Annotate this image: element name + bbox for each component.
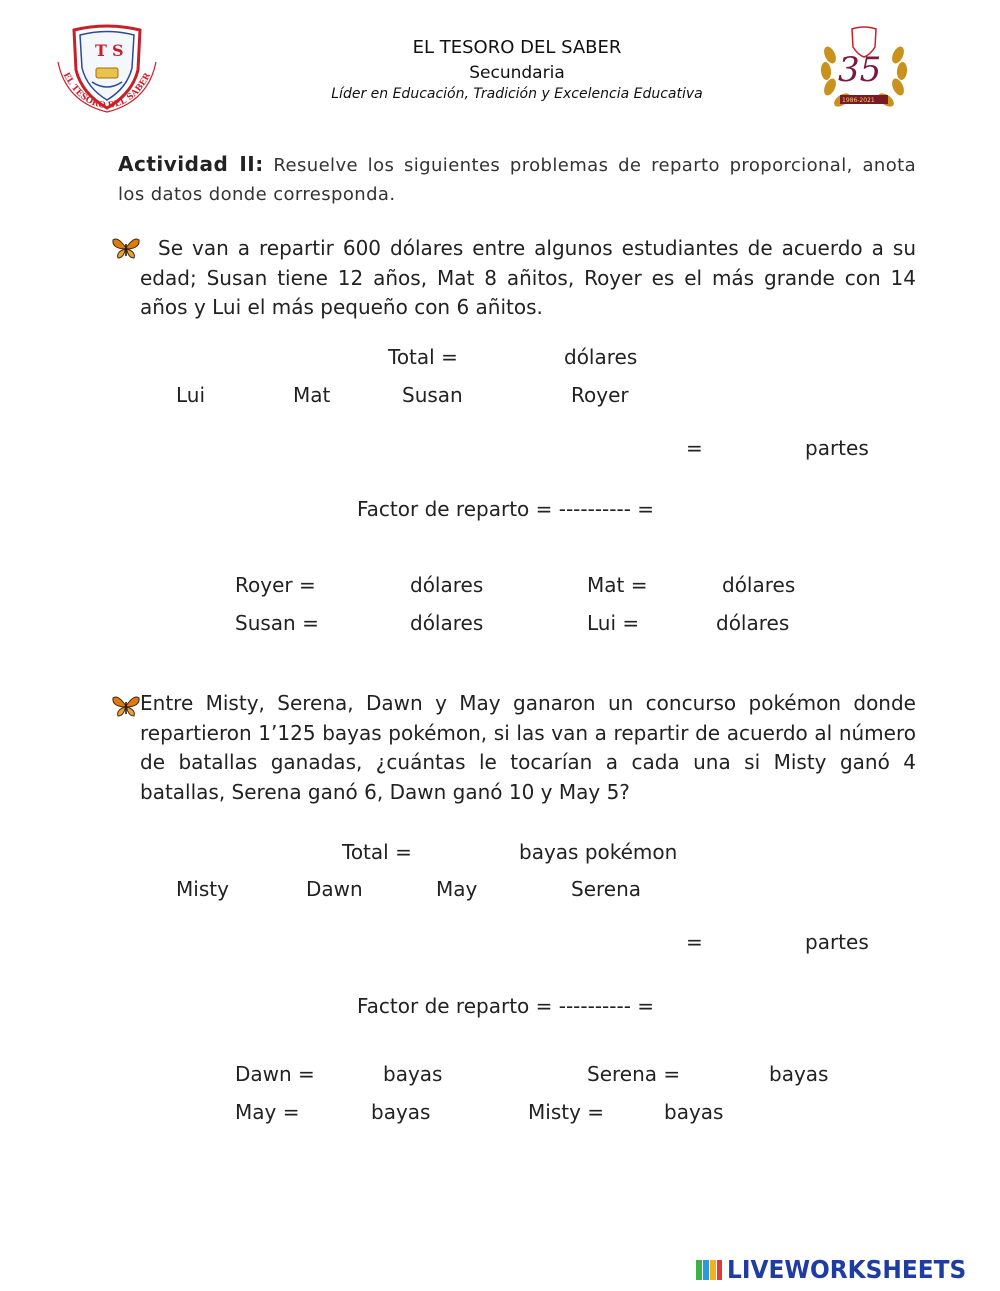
school-name: EL TESORO DEL SABER: [412, 37, 622, 58]
butterfly-bullet-icon: [112, 694, 140, 718]
liveworksheets-brand[interactable]: [695, 1255, 995, 1285]
p1-factor: Factor de reparto = ---------- =: [357, 497, 655, 521]
p2-total-label: Total =: [342, 840, 412, 864]
p2-name-misty: Misty: [176, 877, 229, 901]
p1-result-mat-unit: dólares: [722, 573, 796, 597]
p2-result-dawn-label: Dawn =: [235, 1062, 315, 1086]
butterfly-bullet-icon: [112, 236, 140, 260]
p1-result-mat-label: Mat =: [587, 573, 648, 597]
liveworksheets-wordmark: LIVEWORKSHEETS: [727, 1255, 967, 1284]
p1-result-susan-label: Susan =: [235, 611, 319, 635]
anniversary-number: 35: [838, 50, 882, 90]
p2-result-may-label: May =: [235, 1100, 300, 1124]
school-slogan: Líder en Educación, Tradición y Excelencia Educativa: [331, 86, 703, 102]
p2-total-unit: bayas pokémon: [519, 840, 678, 864]
p2-result-may-unit: bayas: [371, 1100, 431, 1124]
p1-parts-label: partes: [805, 436, 869, 460]
activity-label: Actividad II:: [118, 152, 264, 176]
p2-name-dawn: Dawn: [306, 877, 363, 901]
p1-result-lui-unit: dólares: [716, 611, 790, 635]
svg-text:1986-2021: 1986-2021: [842, 97, 875, 104]
p1-total-label: Total =: [388, 345, 458, 369]
p1-result-royer-label: Royer =: [235, 573, 316, 597]
p1-result-susan-unit: dólares: [410, 611, 484, 635]
p1-name-susan: Susan: [402, 383, 463, 407]
p1-result-royer-unit: dólares: [410, 573, 484, 597]
p1-total-unit: dólares: [564, 345, 638, 369]
p2-result-dawn-unit: bayas: [383, 1062, 443, 1086]
p1-result-lui-label: Lui =: [587, 611, 640, 635]
problem-2-statement: Entre Misty, Serena, Dawn y May ganaron un concurso pokémon donde repartieron 1’125 bayas pokémon, si las van a repartir de acuerdo al número de batallas ganadas, ¿cuántas le tocarían a cada una si Misty ganó 4 batallas, Serena ganó 6, Dawn ganó 10 y May 5?: [140, 691, 916, 804]
p2-result-serena-label: Serena =: [587, 1062, 681, 1086]
p2-parts-label: partes: [805, 930, 869, 954]
p1-sum-equals: =: [686, 436, 703, 460]
p1-name-mat: Mat: [293, 383, 331, 407]
crest-letter-s: S: [112, 41, 124, 60]
school-level: Secundaria: [469, 63, 565, 83]
p2-sum-equals: =: [686, 930, 703, 954]
p2-result-serena-unit: bayas: [769, 1062, 829, 1086]
p2-factor: Factor de reparto = ---------- =: [357, 994, 655, 1018]
p1-name-royer: Royer: [571, 383, 629, 407]
p2-result-misty-unit: bayas: [664, 1100, 724, 1124]
p2-name-serena: Serena: [571, 877, 642, 901]
activity-text: Resuelve los siguientes problemas de reparto proporcional, anota los datos donde corresponda.: [118, 155, 917, 205]
liveworksheets-logo-icon: [695, 1258, 723, 1282]
problem-1-statement: Se van a repartir 600 dólares entre algunos estudiantes de acuerdo a su edad; Susan tiene 12 años, Mat 8 añitos, Royer es el más grande con 14 años y Lui el más pequeño con 6 añitos.: [140, 236, 916, 319]
p2-name-may: May: [436, 877, 478, 901]
svg-text:EL TESORO DEL SABER: EL TESORO DEL SABER: [60, 70, 154, 110]
crest-letter-t: T: [95, 41, 107, 60]
p2-result-misty-label: Misty =: [528, 1100, 605, 1124]
activity-instructions: [118, 150, 916, 209]
p1-name-lui: Lui: [176, 383, 206, 407]
